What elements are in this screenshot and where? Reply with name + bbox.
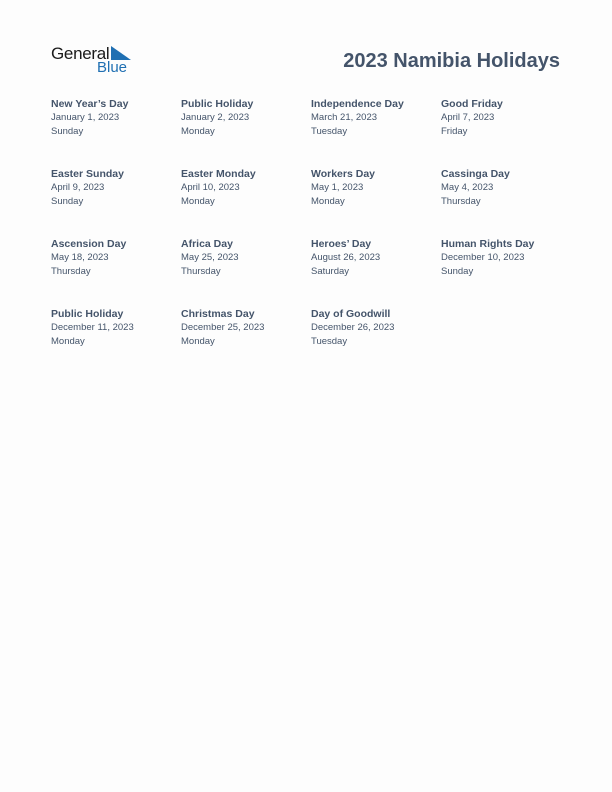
holiday-item	[311, 308, 439, 348]
holiday-name: Easter Monday	[181, 168, 256, 180]
holiday-date: January 2, 2023	[181, 112, 250, 123]
holiday-weekday: Sunday	[441, 265, 474, 277]
holiday-weekday: Monday	[181, 195, 215, 207]
holiday-name: Cassinga Day	[441, 168, 510, 180]
holiday-date: May 1, 2023	[311, 182, 364, 193]
holiday-item	[181, 168, 309, 208]
holiday-item	[51, 308, 179, 348]
holiday-name: Workers Day	[311, 168, 376, 180]
logo-blue-text: Blue	[97, 59, 128, 76]
holiday-name: Day of Goodwill	[311, 308, 391, 320]
holiday-name: Easter Sunday	[51, 168, 124, 180]
holiday-date: May 18, 2023	[51, 252, 109, 263]
holiday-date: August 26, 2023	[311, 252, 381, 263]
holiday-item	[311, 98, 439, 138]
holiday-item	[311, 238, 439, 278]
generalblue-logo	[51, 44, 141, 78]
holiday-weekday: Monday	[51, 335, 85, 347]
holiday-item	[181, 98, 309, 138]
holiday-weekday: Sunday	[51, 195, 84, 207]
holiday-weekday: Saturday	[311, 265, 350, 277]
holiday-weekday: Monday	[311, 195, 345, 207]
holiday-date: December 10, 2023	[441, 252, 525, 263]
holiday-date: March 21, 2023	[311, 112, 378, 123]
holiday-item	[181, 238, 309, 278]
holiday-weekday: Sunday	[51, 125, 84, 137]
holiday-weekday: Friday	[441, 125, 468, 137]
holiday-name: Christmas Day	[181, 308, 255, 320]
holiday-date: April 10, 2023	[181, 182, 240, 193]
holiday-date: December 11, 2023	[51, 322, 134, 333]
holiday-item	[51, 168, 179, 208]
holiday-weekday: Thursday	[181, 265, 221, 277]
holiday-date: January 1, 2023	[51, 112, 120, 123]
holiday-name: Independence Day	[311, 98, 404, 110]
holiday-date: May 4, 2023	[441, 182, 494, 193]
holiday-date: April 7, 2023	[441, 112, 495, 123]
holiday-item	[311, 168, 439, 208]
holiday-date: April 9, 2023	[51, 182, 105, 193]
holiday-weekday: Thursday	[441, 195, 481, 207]
page-title: 2023 Namibia Holidays	[343, 50, 560, 72]
holiday-item	[441, 168, 569, 208]
holiday-item	[181, 308, 309, 348]
holiday-weekday: Tuesday	[311, 125, 348, 137]
holiday-item	[51, 238, 179, 278]
holiday-date: December 26, 2023	[311, 322, 395, 333]
holiday-name: Public Holiday	[51, 308, 124, 320]
logo-triangle-icon	[111, 46, 131, 60]
holiday-name: Public Holiday	[181, 98, 254, 110]
holiday-item	[441, 98, 569, 138]
holiday-weekday: Tuesday	[311, 335, 348, 347]
holiday-name: New Year’s Day	[51, 98, 129, 110]
holiday-item	[441, 238, 569, 278]
holiday-name: Human Rights Day	[441, 238, 535, 250]
holiday-weekday: Thursday	[51, 265, 91, 277]
logo-general-text: General	[51, 44, 110, 63]
holiday-item	[51, 98, 179, 138]
holiday-weekday: Monday	[181, 335, 215, 347]
holiday-name: Ascension Day	[51, 238, 127, 250]
holiday-name: Good Friday	[441, 98, 503, 110]
holiday-name: Heroes’ Day	[311, 238, 372, 250]
holiday-weekday: Monday	[181, 125, 215, 137]
holiday-date: December 25, 2023	[181, 322, 265, 333]
holiday-name: Africa Day	[181, 238, 233, 250]
holiday-date: May 25, 2023	[181, 252, 239, 263]
